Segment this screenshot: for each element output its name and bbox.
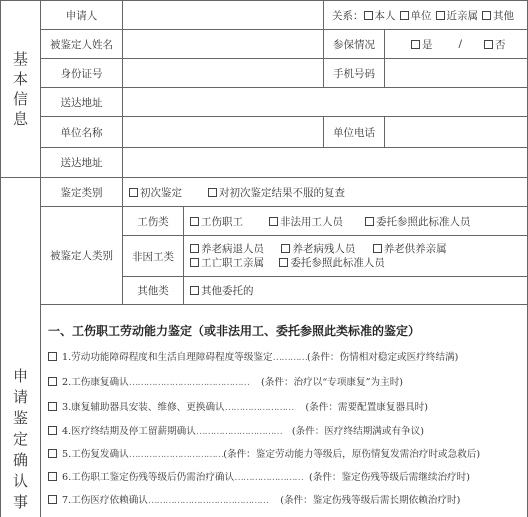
- delivery-address2-field[interactable]: [122, 147, 528, 178]
- basic-title-char: 信: [12, 90, 28, 108]
- appraisal-title-char: 定: [12, 430, 28, 448]
- checkbox-icon: [364, 11, 373, 20]
- relation-option-unit[interactable]: 单位: [400, 8, 432, 23]
- id-number-field[interactable]: [122, 58, 324, 88]
- category-initial-option[interactable]: 初次鉴定: [129, 185, 182, 200]
- checkbox-icon: [365, 217, 374, 226]
- relation-option-self[interactable]: 本人: [364, 8, 396, 23]
- work-injury-options: [183, 206, 528, 236]
- insured-no-option[interactable]: 否: [484, 37, 506, 52]
- unit-phone-label: 单位电话: [323, 116, 385, 148]
- relation-options: [323, 0, 528, 30]
- phone-field[interactable]: [384, 58, 528, 88]
- phone-label: 手机号码: [323, 58, 385, 88]
- checkbox-icon: [436, 11, 445, 20]
- non-injury-row: [190, 256, 394, 270]
- insured-status-options: [384, 29, 528, 59]
- item-row[interactable]: 3.康复辅助器具安装、维修、更换确认…………………… (条件：需要配置康复器具时): [48, 399, 428, 413]
- item-row[interactable]: 1.劳动功能障碍程度和生活自理障碍程度等级鉴定…………(条件：伤情相对稳定或医疗终结满): [48, 349, 458, 363]
- basic-info-section-title: [0, 0, 41, 178]
- checkbox-icon: [484, 40, 493, 49]
- checkbox-icon: [208, 188, 217, 197]
- basic-title-char: 本: [12, 70, 28, 88]
- category-review-option[interactable]: 对初次鉴定结果不服的复查: [208, 185, 345, 200]
- checkbox-icon: [48, 352, 57, 361]
- item-row[interactable]: 4.医疗终结期及停工留薪期确认………………………… (条件：医疗终结期满或有争议): [48, 423, 424, 437]
- insured-yes-option[interactable]: 是: [411, 37, 433, 52]
- checkbox-icon: [373, 244, 382, 253]
- non-injury-option[interactable]: 养老供养亲属: [373, 243, 447, 255]
- checkbox-icon: [48, 402, 57, 411]
- appraisal-title-char: 确: [12, 451, 28, 469]
- checkbox-icon: [48, 377, 57, 386]
- non-injury-options: [183, 235, 528, 277]
- relation-option-other[interactable]: 其他: [482, 8, 514, 23]
- work-injury-label: 工伤类: [122, 206, 184, 236]
- appraisee-name-label: 被鉴定人姓名: [40, 29, 123, 59]
- person-type-label: 被鉴定人类别: [40, 206, 123, 305]
- appraisal-title-char: 认: [12, 472, 28, 490]
- checkbox-icon: [48, 495, 57, 504]
- delivery-address-field[interactable]: [122, 87, 528, 117]
- appraisal-title-char: 申: [12, 367, 28, 385]
- relation-option-relative[interactable]: 近亲属: [436, 8, 479, 23]
- basic-title-char: 息: [12, 110, 28, 128]
- appraisal-title-char: 事: [12, 493, 28, 511]
- other-option[interactable]: 其他委托的: [190, 283, 254, 298]
- applicant-label: 申请人: [40, 0, 123, 30]
- checkbox-icon: [48, 472, 57, 481]
- non-injury-option[interactable]: 工亡职工亲属: [190, 257, 264, 269]
- other-label: 其他类: [122, 276, 184, 305]
- checkbox-icon: [129, 188, 138, 197]
- id-number-label: 身份证号: [40, 58, 123, 88]
- non-injury-option[interactable]: 养老病退人员: [190, 243, 264, 255]
- work-injury-option[interactable]: 非法用工人员: [269, 214, 343, 229]
- insured-separator: /: [458, 38, 463, 50]
- non-injury-option[interactable]: 养老病残人员: [281, 243, 355, 255]
- other-options: [183, 276, 528, 305]
- non-injury-label: 非因工类: [122, 235, 184, 277]
- appraisee-name-field[interactable]: [122, 29, 324, 59]
- item-row[interactable]: 5.工伤复发确认……………………………(条件：鉴定劳动能力等级后，原伤情复发需治疗时或急救后): [48, 446, 480, 460]
- delivery-address-label: 送达地址: [40, 87, 123, 117]
- relation-label: 关系：: [332, 9, 364, 22]
- checkbox-icon: [48, 449, 57, 458]
- checkbox-icon: [400, 11, 409, 20]
- appraisal-section-title: [0, 177, 41, 517]
- unit-name-label: 单位名称: [40, 116, 123, 148]
- work-injury-option[interactable]: 工伤职工: [190, 214, 243, 229]
- checkbox-icon: [269, 217, 278, 226]
- basic-title-char: 基: [12, 50, 28, 68]
- unit-name-field[interactable]: [122, 116, 324, 148]
- item-row[interactable]: 7.工伤医疗依赖确认…………………………………… (条件：鉴定伤残等级后需长期依赖治疗时): [48, 492, 460, 506]
- appraisal-title-char: 鉴: [12, 409, 28, 427]
- unit-phone-field[interactable]: [384, 116, 528, 148]
- insured-status-label: 参保情况: [323, 29, 385, 59]
- category-options: [122, 177, 528, 207]
- checkbox-icon: [482, 11, 491, 20]
- items-heading: 一、工伤职工劳动能力鉴定（或非法用工、委托参照此类标准的鉴定）: [48, 324, 421, 338]
- item-row[interactable]: 6.工伤职工鉴定伤残等级后仍需治疗确认…………………… (条件：鉴定伤残等级后需继续治疗时): [48, 469, 470, 483]
- appraisal-title-char: 请: [12, 388, 28, 406]
- category-label: 鉴定类别: [40, 177, 123, 207]
- delivery-address2-label: 送达地址: [40, 147, 123, 178]
- checkbox-icon: [279, 258, 288, 267]
- applicant-field[interactable]: [122, 0, 324, 30]
- checkbox-icon: [190, 244, 199, 253]
- work-injury-option[interactable]: 委托参照此标准人员: [365, 214, 471, 229]
- checkbox-icon: [190, 286, 199, 295]
- checkbox-icon: [411, 40, 420, 49]
- checkbox-icon: [281, 244, 290, 253]
- item-row[interactable]: 2.工伤康复确认…………………………………… (条件：治疗以“专项康复”为主时): [48, 374, 403, 388]
- non-injury-option[interactable]: 委托参照此标准人员: [279, 257, 385, 269]
- checkbox-icon: [190, 217, 199, 226]
- checkbox-icon: [190, 258, 199, 267]
- non-injury-row: [190, 242, 456, 256]
- checkbox-icon: [48, 426, 57, 435]
